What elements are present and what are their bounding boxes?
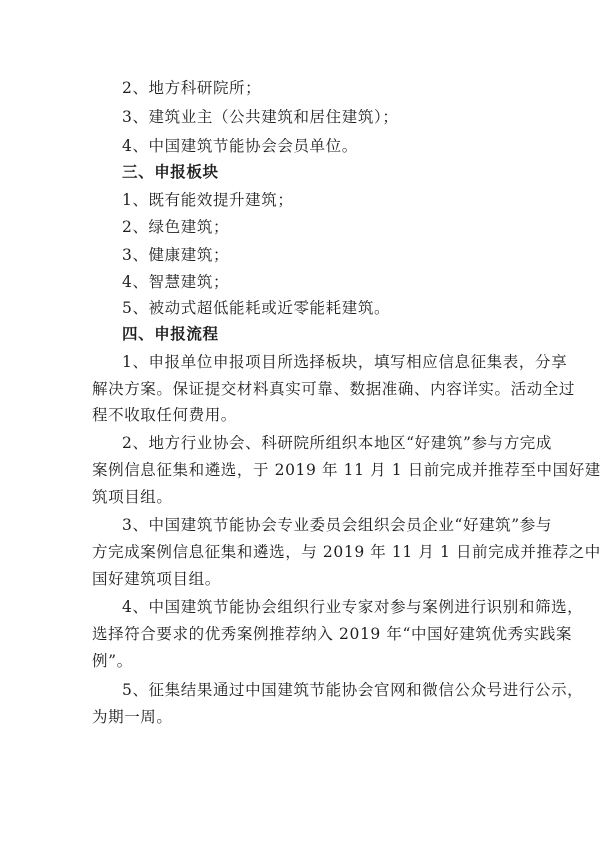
section-heading: 三、申报板块 xyxy=(122,162,219,181)
list-item: 4、中国建筑节能协会会员单位。 xyxy=(122,137,358,155)
paragraph-line: 5、征集结果通过中国建筑节能协会官网和微信公众号进行公示， xyxy=(122,681,584,699)
paragraph-line: 筑项目组。 xyxy=(92,488,173,506)
paragraph-line: 程不收取任何费用。 xyxy=(92,406,237,424)
list-item: 5、被动式超低能耗或近零能耗建筑。 xyxy=(122,299,391,317)
list-item: 2、绿色建筑； xyxy=(122,218,230,236)
list-item: 2、地方科研院所； xyxy=(122,79,262,97)
paragraph-line: 解决方案。保证提交材料真实可靠、数据准确、内容详实。活动全过 xyxy=(92,380,576,398)
section-heading: 四、申报流程 xyxy=(122,324,219,343)
paragraph-line: 例”。 xyxy=(92,652,133,670)
paragraph-line: 案例信息征集和遴选，于 2019 年 11 月 1 日前完成并推荐至中国好建 xyxy=(92,461,601,479)
list-item: 4、智慧建筑； xyxy=(122,273,230,291)
paragraph-line: 方完成案例信息征集和遴选，与 2019 年 11 月 1 日前完成并推荐之中 xyxy=(92,543,601,561)
paragraph-line: 1、申报单位申报项目所选择板块，填写相应信息征集表，分享 xyxy=(122,353,568,371)
paragraph-line: 为期一周。 xyxy=(92,708,173,726)
list-item: 3、建筑业主（公共建筑和居住建筑）； xyxy=(122,108,399,126)
paragraph-line: 3、中国建筑节能协会专业委员会组织会员企业“好建筑”参与 xyxy=(122,516,553,534)
paragraph-line: 国好建筑项目组。 xyxy=(92,570,221,588)
list-item: 3、健康建筑； xyxy=(122,246,230,264)
list-item: 1、既有能效提升建筑； xyxy=(122,191,294,209)
paragraph-line: 4、中国建筑节能协会组织行业专家对参与案例进行识别和筛选， xyxy=(122,598,584,616)
paragraph-line: 选择符合要求的优秀案例推荐纳入 2019 年“中国好建筑优秀实践案 xyxy=(92,625,573,643)
paragraph-line: 2、地方行业协会、科研院所组织本地区“好建筑”参与方完成 xyxy=(122,434,553,452)
